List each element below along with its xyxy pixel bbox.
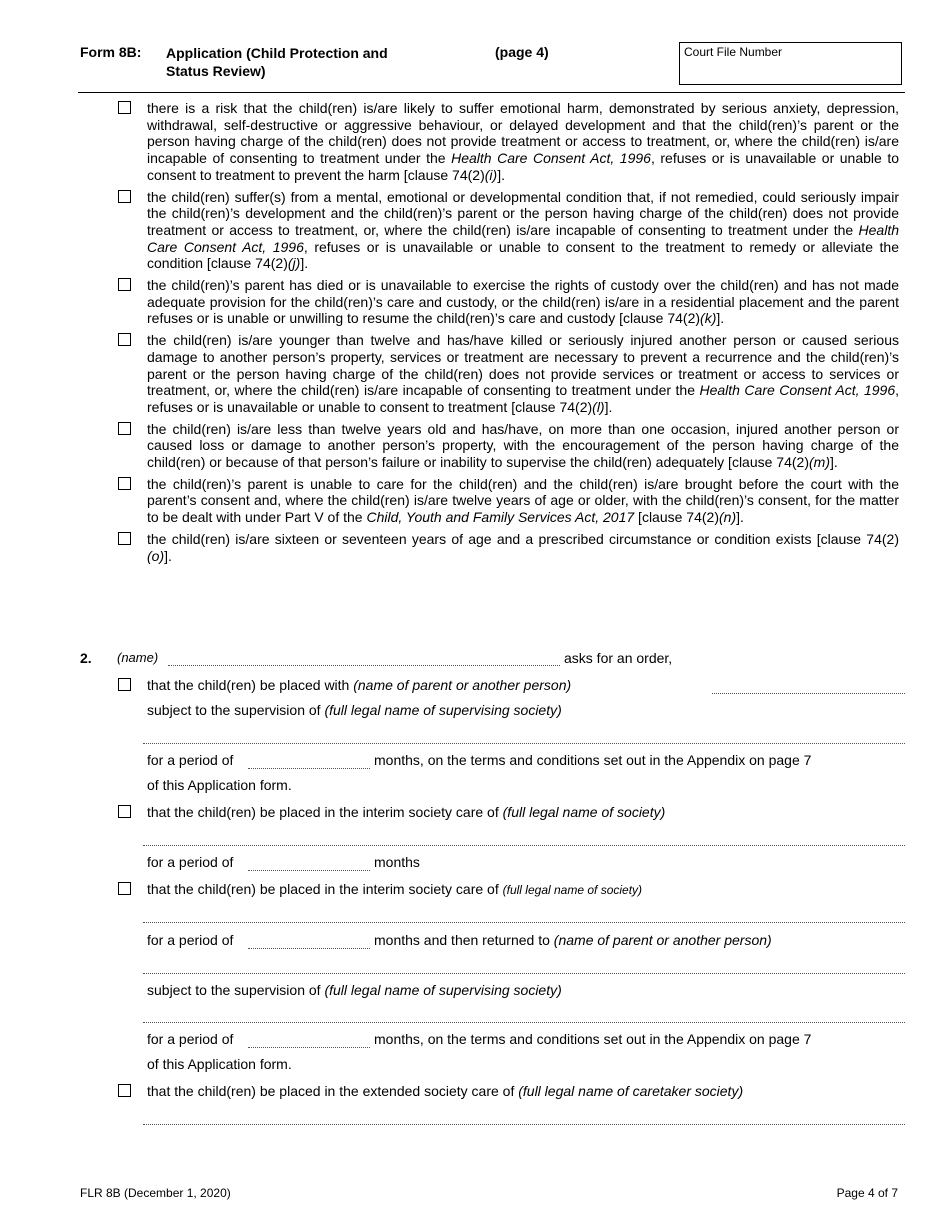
checkbox-interim-care[interactable] <box>118 805 131 818</box>
opt1-supervision: subject to the supervision of (full legal name of supervising society) <box>147 702 562 718</box>
checkbox[interactable] <box>118 532 131 545</box>
form-header <box>80 42 905 88</box>
asks-text: asks for an order, <box>564 650 673 666</box>
opt1-period-label: for a period of <box>147 752 234 768</box>
checkbox[interactable] <box>118 477 131 490</box>
clause-item: the child(ren)’s parent has died or is unavailable to exercise the rights of custody over the child(ren) and has not made adequate provision for the child(ren)’s care and custody, or the child(ren) is/are in a residential placement and the parent refuses or is unable or unwilling to resume the child(ren)’s care and custody [clause 74(2)(k)]. <box>147 277 899 327</box>
interim-society-field[interactable] <box>143 908 905 923</box>
court-file-number-field[interactable] <box>679 42 902 85</box>
page-label: (page 4) <box>495 44 549 60</box>
clause-item: the child(ren) is/are sixteen or seventeen years of age and a prescribed circumstance or condition exists [clause 74(2)(o)]. <box>147 531 899 564</box>
placed-with-name-field[interactable] <box>712 680 905 694</box>
form-title: Application (Child Protection and Status Review) <box>166 45 388 79</box>
opt4-text: that the child(ren) be placed in the extended society care of (full legal name of caretaker society) <box>147 1083 744 1099</box>
opt2-text: that the child(ren) be placed in the interim society care of (full legal name of society) <box>147 804 666 820</box>
period-months-field[interactable] <box>248 1034 370 1048</box>
clause-item: the child(ren) is/are younger than twelve and has/have killed or seriously injured another person or caused serious damage to another person’s property, services or treatment are necessary to prevent a recurrence and the child(ren)’s parent or the person having charge of the child(ren) does not provide services or treatment or access to services or treatment, or, where the child(ren) is/are incapable of consenting to treatment under the Health Care Consent Act, 1996, refuses or is unavailable or unable to consent to treatment [clause 74(2)(l)]. <box>147 332 899 416</box>
checkbox[interactable] <box>118 278 131 291</box>
clause-list <box>0 100 950 569</box>
form-version: FLR 8B (December 1, 2020) <box>80 1186 231 1200</box>
opt3-supervision: subject to the supervision of (full legal name of supervising society) <box>147 982 562 998</box>
clause-item: the child(ren)’s parent is unable to care for the child(ren) and the child(ren) is/are brought before the court with the parent’s consent and, where the child(ren) is/are twelve years of age or older, with the child(ren)’s consent, for the matter to be dealt with under Part V of the Child, Youth and Family Services Act, 2017 [clause 74(2)(n)]. <box>147 476 899 526</box>
caretaker-society-field[interactable] <box>143 1110 905 1125</box>
returned-to-name-field[interactable] <box>143 959 905 974</box>
checkbox-placed-with[interactable] <box>118 678 131 691</box>
opt3-period-label: for a period of <box>147 932 234 948</box>
period-months-field[interactable] <box>248 935 370 949</box>
period-months-field[interactable] <box>248 755 370 769</box>
checkbox[interactable] <box>118 422 131 435</box>
checkbox[interactable] <box>118 101 131 114</box>
interim-society-field[interactable] <box>143 831 905 846</box>
supervising-society-field[interactable] <box>143 1008 905 1023</box>
court-file-number-label: Court File Number <box>684 45 783 59</box>
clause-item: there is a risk that the child(ren) is/are likely to suffer emotional harm, demonstrated by serious anxiety, depression, withdrawal, self-destructive or aggressive behaviour, or delayed development and that the child(ren)’s parent or the person having charge of the child(ren) does not provide treatment or access to treatment, or, where the child(ren) is/are incapable of consenting to treatment under the Health Care Consent Act, 1996, refuses or is unavailable or unable to consent to treatment to prevent the harm [clause 74(2)(i)]. <box>147 100 899 184</box>
opt2-months: months <box>374 854 420 870</box>
opt3-months-returned: months and then returned to (name of parent or another person) <box>374 932 772 948</box>
name-label: (name) <box>117 650 159 665</box>
period-months-field[interactable] <box>248 857 370 871</box>
clause-item: the child(ren) is/are less than twelve years old and has/have, on more than one occasion, injured another person or caused loss or damage to another person’s property, with the encouragement of the person having charge of the child(ren) or because of that person’s failure or inability to supervise the child(ren) adequately [clause 74(2)(m)]. <box>147 421 899 471</box>
opt3-of-form: of this Application form. <box>147 1056 292 1072</box>
opt3-months-terms: months, on the terms and conditions set out in the Appendix on page 7 <box>374 1031 812 1047</box>
form-id: Form 8B: <box>80 44 142 60</box>
name-field[interactable] <box>168 652 560 666</box>
opt3-text: that the child(ren) be placed in the interim society care of (full legal name of society) <box>147 881 643 897</box>
checkbox-interim-care-then-returned[interactable] <box>118 882 131 895</box>
checkbox[interactable] <box>118 333 131 346</box>
header-rule <box>78 92 905 93</box>
checkbox-extended-care[interactable] <box>118 1084 131 1097</box>
opt1-text: that the child(ren) be placed with (name of parent or another person) <box>147 677 572 693</box>
page-number: Page 4 of 7 <box>836 1186 898 1200</box>
opt1-months-terms: months, on the terms and conditions set out in the Appendix on page 7 <box>374 752 812 768</box>
opt2-period-label: for a period of <box>147 854 234 870</box>
paragraph-number: 2. <box>80 650 92 666</box>
clause-item: the child(ren) suffer(s) from a mental, emotional or developmental condition that, if not remedied, could seriously impair the child(ren)’s development and the child(ren)’s parent or the person having charge of the child(ren) does not provide treatment or access to treatment, or, where the child(ren) is/are incapable of consenting to treatment under the Health Care Consent Act, 1996, refuses or is unavailable or unable to consent to the treatment to remedy or alleviate the condition [clause 74(2)(j)]. <box>147 189 899 273</box>
opt3-period2-label: for a period of <box>147 1031 234 1047</box>
opt1-of-form: of this Application form. <box>147 777 292 793</box>
checkbox[interactable] <box>118 190 131 203</box>
supervising-society-field[interactable] <box>143 729 905 744</box>
